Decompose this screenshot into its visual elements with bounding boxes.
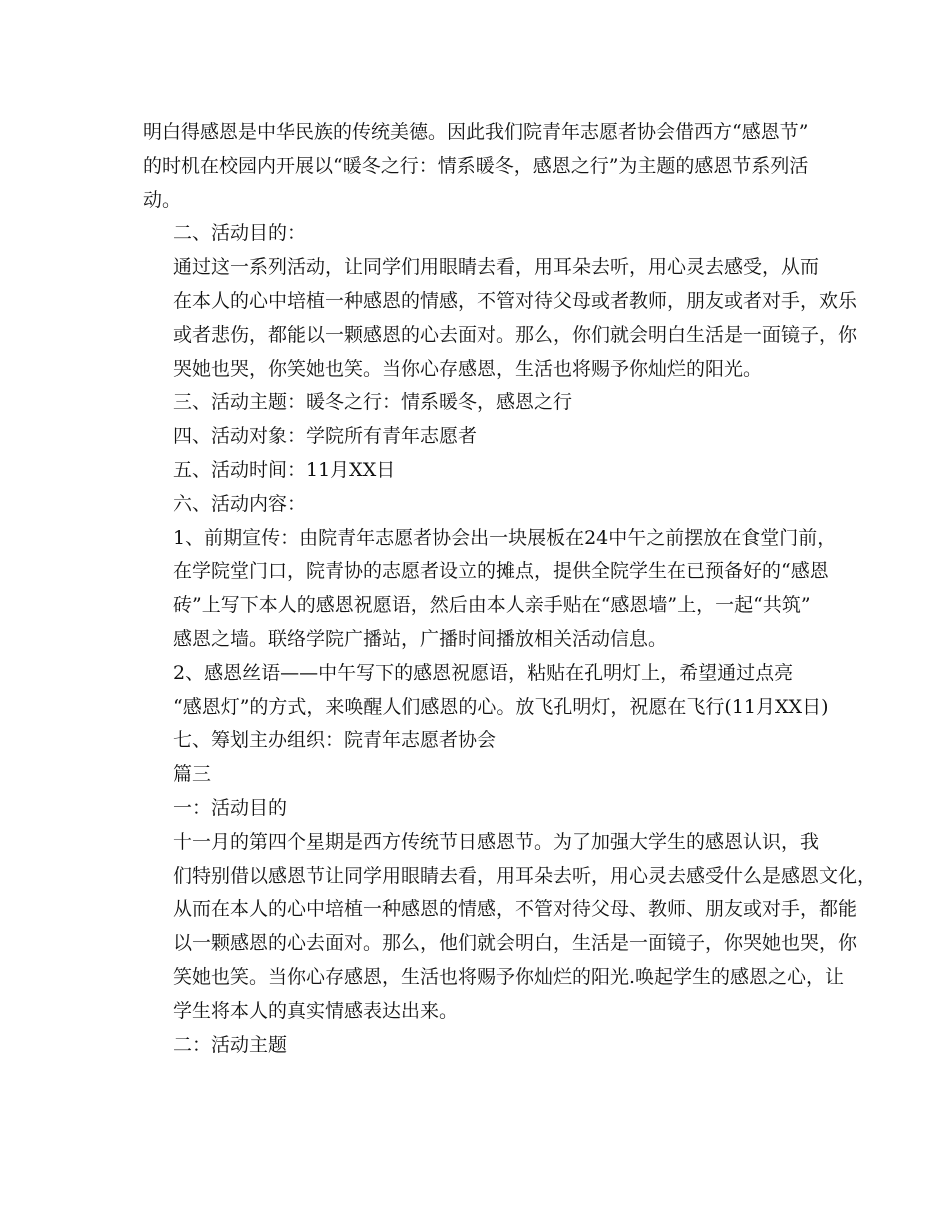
text-line: 四、活动对象：学院所有青年志愿者 <box>173 425 478 448</box>
text-line: 笑她也笑。当你心存感恩，生活也将赐予你灿烂的阳光.唤起学生的感恩之心，让 <box>173 965 845 988</box>
text-line: 以一颗感恩的心去面对。那么，他们就会明白，生活是一面镜子，你哭她也哭，你 <box>173 932 858 955</box>
text-line: 明白得感恩是中华民族的传统美德。因此我们院青年志愿者协会借西方“感恩节” <box>143 121 809 143</box>
text-line: 五、活动时间：11月XX日 <box>173 458 396 481</box>
text-line: 七、筹划主办组织：院青年志愿者协会 <box>173 729 497 752</box>
paragraph <box>143 1029 823 1063</box>
paragraph <box>143 386 823 420</box>
text-line: 一：活动目的 <box>173 796 288 819</box>
text-line: 1、前期宣传：由院青年志愿者协会出一块展板在24中午之前摆放在食堂门前， <box>173 526 837 549</box>
document-body <box>143 116 877 1062</box>
paragraph <box>143 420 823 454</box>
text-line: 二：活动主题 <box>173 1033 288 1056</box>
text-line: 二、活动目的： <box>173 222 307 245</box>
text-line: 六、活动内容： <box>173 492 307 515</box>
paragraph <box>143 522 837 657</box>
text-line: “感恩灯”的方式，来唤醒人们感恩的心。放飞孔明灯，祝愿在飞行(11月XX日) <box>173 695 829 718</box>
text-line: 们特别借以感恩节让同学用眼睛去看，用耳朵去听，用心灵去感受什么是感恩文化， <box>173 864 877 887</box>
paragraph <box>143 454 823 488</box>
paragraph <box>143 826 877 1029</box>
paragraph <box>143 792 823 826</box>
paragraph <box>143 251 858 386</box>
paragraph <box>143 217 823 251</box>
text-line: 通过这一系列活动，让同学们用眼睛去看，用耳朵去听，用心灵去感受，从而 <box>173 256 820 279</box>
text-line: 动。 <box>143 188 182 211</box>
paragraph <box>143 758 823 792</box>
text-line: 十一月的第四个星期是西方传统节日感恩节。为了加强大学生的感恩认识，我 <box>173 830 820 853</box>
text-line: 从而在本人的心中培植一种感恩的情感，不管对待父母、教师、朋友或对手，都能 <box>173 898 858 921</box>
paragraph <box>143 657 829 725</box>
text-line: 在学院堂门口，院青协的志愿者设立的摊点，提供全院学生在已预备好的“感恩 <box>173 560 829 583</box>
paragraph <box>143 488 823 522</box>
text-line: 或者悲伤，都能以一颗感恩的心去面对。那么，你们就会明白生活是一面镜子，你 <box>173 323 858 346</box>
text-line: 在本人的心中培植一种感恩的情感，不管对待父母或者教师，朋友或者对手，欢乐 <box>173 289 858 312</box>
text-line: 哭她也哭，你笑她也笑。当你心存感恩，生活也将赐予你灿烂的阳光。 <box>173 357 763 380</box>
text-line: 学生将本人的真实情感表达出来。 <box>173 999 459 1022</box>
paragraph <box>143 116 823 217</box>
text-line: 2、感恩丝语——中午写下的感恩祝愿语，粘贴在孔明灯上，希望通过点亮 <box>173 661 794 684</box>
text-line: 的时机在校园内开展以“暖冬之行：情系暖冬，感恩之行”为主题的感恩节系列活 <box>143 154 809 177</box>
text-line: 感恩之墙。联络学院广播站，广播时间播放相关活动信息。 <box>173 627 668 650</box>
text-line: 篇三 <box>173 763 212 786</box>
paragraph <box>143 724 823 758</box>
text-line: 三、活动主题：暖冬之行：情系暖冬，感恩之行 <box>173 391 573 414</box>
text-line: 砖”上写下本人的感恩祝愿语，然后由本人亲手贴在“感恩墙”上，一起“共筑” <box>173 594 811 617</box>
